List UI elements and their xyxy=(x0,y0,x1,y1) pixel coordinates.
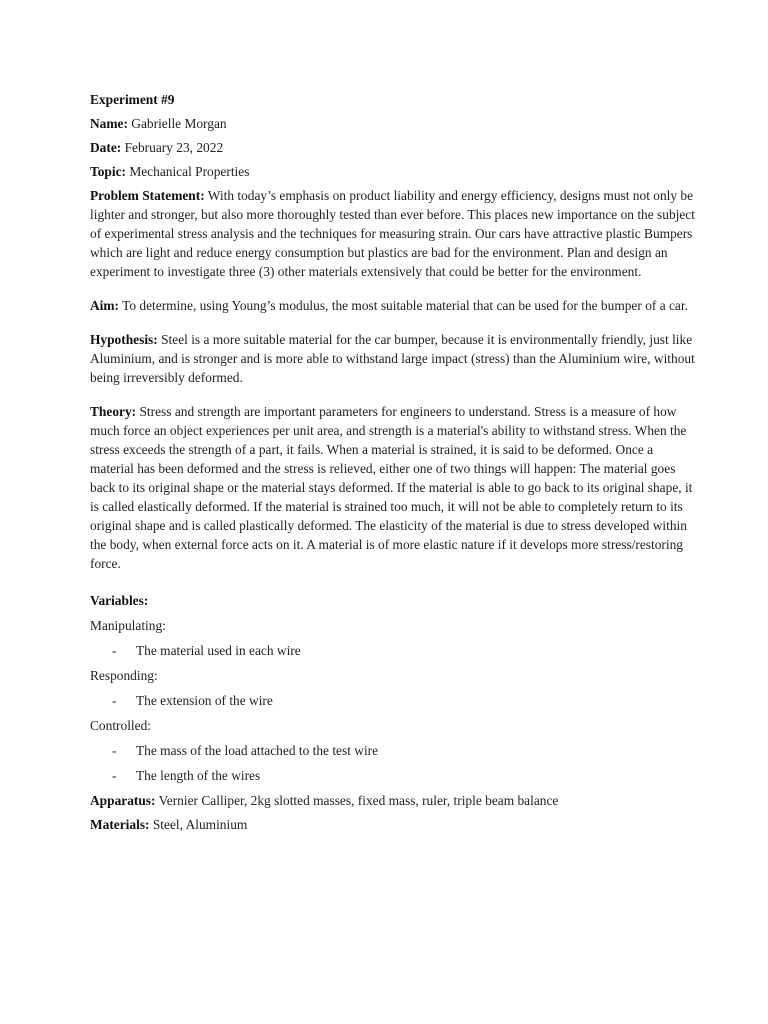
name-line xyxy=(90,114,695,133)
responding-label: Responding: xyxy=(90,668,158,683)
hypothesis xyxy=(90,330,695,387)
aim-label: Aim: xyxy=(90,298,120,313)
materials-label: Materials: xyxy=(90,817,150,832)
list-item xyxy=(90,691,695,710)
bullet-dash: - xyxy=(112,768,117,783)
list-item xyxy=(90,641,695,660)
bullet-dash: - xyxy=(112,693,117,708)
problem-statement-label: Problem Statement: xyxy=(90,188,205,203)
aim xyxy=(90,296,695,315)
problem-statement-text: With today’s emphasis on product liability and energy efficiency, designs must not only be lighter and stronger, but also more thoroughly tested than ever before. This places new importance on the subject of experimental stress analysis and the techniques for measuring strain. Our cars have attractive plastic Bumpers which are light and reduce energy consumption but plastics are bad for the environment. Plan and design an experiment to investigate three (3) other materials extensively that could be better for the environment. xyxy=(90,188,695,279)
name-value: Gabrielle Morgan xyxy=(131,116,227,131)
apparatus-label: Apparatus: xyxy=(90,793,156,808)
problem-statement xyxy=(90,186,695,281)
apparatus-text: Vernier Calliper, 2kg slotted masses, fixed mass, ruler, triple beam balance xyxy=(158,793,559,808)
manipulating-item: The material used in each wire xyxy=(136,643,301,658)
apparatus-line xyxy=(90,791,695,810)
responding-item: The extension of the wire xyxy=(136,693,273,708)
topic-value: Mechanical Properties xyxy=(129,164,250,179)
date-label: Date: xyxy=(90,140,122,155)
hypothesis-text: Steel is a more suitable material for the car bumper, because it is environmentally friendly, just like Aluminium, and is stronger and is more able to withstand large impact (stress) than the Aluminium wire, without being irreversibly deformed. xyxy=(90,332,695,385)
list-item xyxy=(90,766,695,785)
experiment-title: Experiment #9 xyxy=(90,92,175,107)
materials-text: Steel, Aluminium xyxy=(152,817,248,832)
date-value: February 23, 2022 xyxy=(124,140,224,155)
theory-text: Stress and strength are important parameters for engineers to understand. Stress is a measure of how much force an object experiences per unit area, and strength is a material's ability to withstand stress. When the stress exceeds the strength of a part, it fails. When a material is strained, it is said to be deformed. Once a material has been deformed and the stress is relieved, either one of two things will happen: The material goes back to its original shape or the material stays deformed. If the material is able to go back to its original shape, it is called elastically deformed. If the material is strained too much, it will not be able to completely return to its original shape and is called plastically deformed. The elasticity of the material is due to stress developed within the body, when external force acts on it. A material is of more elastic nature if it develops more stress/restoring force. xyxy=(90,404,693,571)
manipulating-label: Manipulating: xyxy=(90,618,166,633)
date-line xyxy=(90,138,695,157)
variables-title: Variables: xyxy=(90,593,149,608)
theory xyxy=(90,402,695,573)
controlled-item: The mass of the load attached to the test wire xyxy=(136,743,379,758)
bullet-dash: - xyxy=(112,743,117,758)
materials-line xyxy=(90,815,695,834)
aim-text: To determine, using Young’s modulus, the most suitable material that can be used for the bumper of a car. xyxy=(122,298,688,313)
topic-line xyxy=(90,162,695,181)
controlled-item: The length of the wires xyxy=(136,768,261,783)
bullet-dash: - xyxy=(112,643,117,658)
topic-label: Topic: xyxy=(90,164,126,179)
document-page xyxy=(90,90,695,839)
hypothesis-label: Hypothesis: xyxy=(90,332,158,347)
controlled-label: Controlled: xyxy=(90,718,151,733)
list-item xyxy=(90,741,695,760)
name-label: Name: xyxy=(90,116,128,131)
theory-label: Theory: xyxy=(90,404,137,419)
